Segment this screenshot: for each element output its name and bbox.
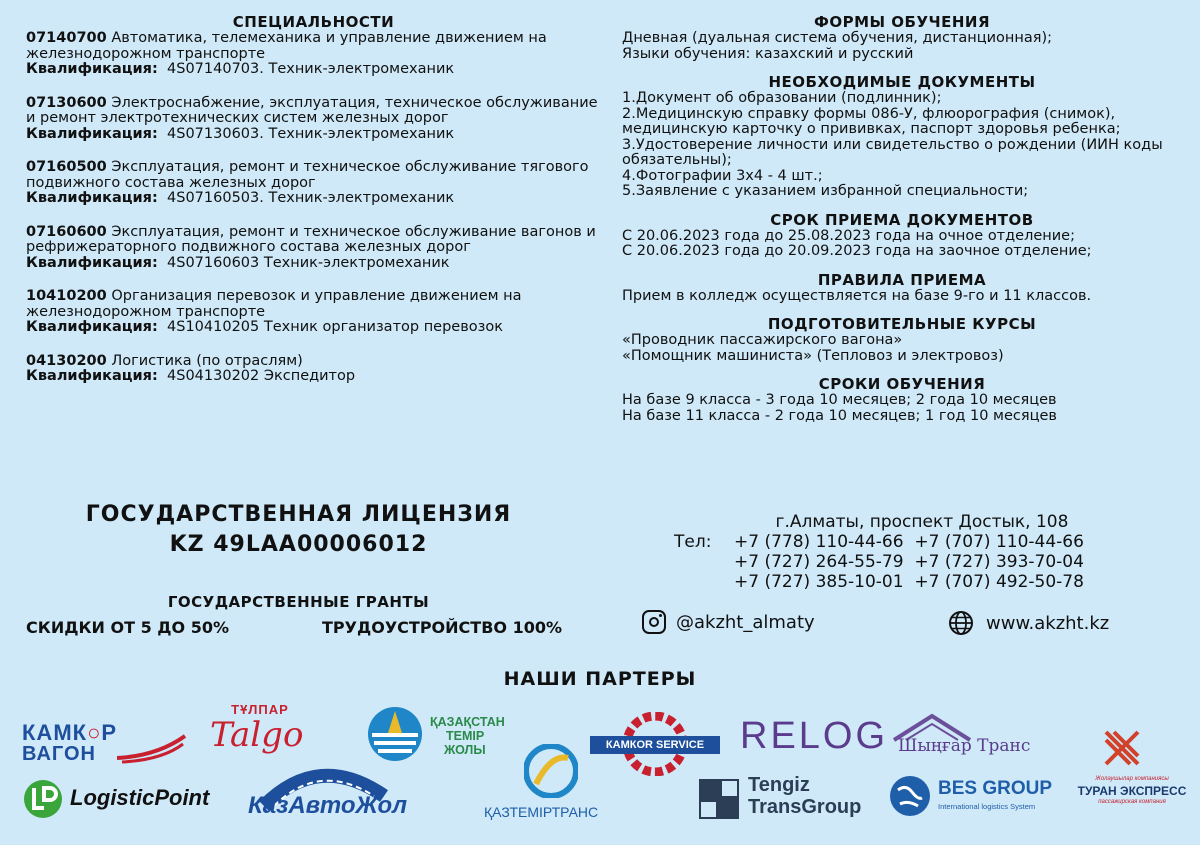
website-link[interactable]: [948, 610, 1109, 636]
specialty-item: [26, 96, 601, 143]
logo-text: ЖОЛЫ: [444, 743, 486, 757]
qualification-label: Квалификация:: [26, 254, 158, 271]
kazavtozhol-logo: [244, 756, 408, 826]
relog-logo: [740, 715, 888, 758]
qualification-label: Квалификация:: [26, 61, 158, 77]
turan-logo: [1072, 728, 1192, 808]
logo-text: Жолаушылар компаниясы: [1095, 776, 1169, 782]
specialties-title: СПЕЦИАЛЬНОСТИ: [232, 13, 395, 31]
qualification-label: Квалификация:: [26, 368, 158, 384]
logo-text: ТЕМІР: [446, 729, 485, 743]
address: г.Алматы, проспект Достык, 108: [775, 512, 1069, 532]
license-title: ГОСУДАРСТВЕННАЯ ЛИЦЕНЗИЯ: [85, 502, 512, 527]
state-grants: ГОСУДАРСТВЕННЫЕ ГРАНТЫ: [167, 593, 430, 611]
courses-line: «Проводник пассажирского вагона»: [622, 332, 903, 348]
specialty-item: [26, 289, 601, 336]
rules-title: ПРАВИЛА ПРИЕМА: [817, 270, 987, 289]
documents-line: 1.Документ об образовании (подлинник);: [622, 90, 942, 106]
qualification-value: 4S07130603. Техник-электромеханик: [167, 125, 455, 142]
qualification-label: Квалификация:: [26, 190, 158, 206]
state-license: [26, 500, 571, 560]
instagram-link[interactable]: [642, 610, 815, 634]
logo-text: КазАвтоЖол: [248, 792, 408, 819]
terms-block: [622, 376, 1182, 424]
specialty-item: [26, 225, 601, 272]
qualification-label: Квалификация:: [26, 319, 158, 335]
specialty-code: 07160600: [26, 223, 107, 240]
bes-group-logo: [888, 774, 1068, 820]
deadline-block: [622, 212, 1182, 260]
phone-number[interactable]: +7 (707) 492-50-78: [914, 572, 1084, 592]
specialty-name: Логистика (по отраслям): [111, 352, 303, 369]
qualification-value: 4S04130202 Экспедитор: [167, 368, 356, 384]
qualification-label: Квалификация:: [26, 125, 158, 142]
specialty-code: 07140700: [26, 30, 107, 46]
phone-number[interactable]: +7 (727) 393-70-04: [914, 552, 1084, 572]
contacts-block: [622, 512, 1182, 592]
phone-number[interactable]: +7 (778) 110-44-66: [734, 532, 904, 552]
logo-text: Tengiz: [748, 774, 810, 796]
tengiz-logo: [698, 774, 878, 824]
kaztemirtrans-logo: [484, 744, 624, 824]
tel-label: Тел:: [674, 532, 712, 552]
instagram-handle: @akzht_almaty: [676, 611, 815, 633]
logo-text: Р: [101, 720, 118, 745]
license-number: KZ 49LAA00006012: [169, 532, 428, 557]
documents-line: 2.Медицинскую справку формы 086-У, флюорография (снимок), медицинскую карточку о прививках, паспорт здоровья ребенка;: [622, 105, 1121, 137]
courses-title: ПОДГОТОВИТЕЛЬНЫЕ КУРСЫ: [767, 315, 1037, 333]
logo-text: Шыңғар Транс: [898, 736, 1031, 756]
instagram-icon: [642, 610, 666, 634]
qualification-value: 4S07160603 Техник-электромеханик: [167, 254, 450, 271]
logo-text: ҚАЗАҚСТАН: [430, 715, 505, 729]
logo-text: ТҰЛПАР: [231, 702, 289, 717]
forms-line: Языки обучения: казахский и русский: [622, 45, 914, 62]
qualification-value: 4S07160503. Техник-электромеханик: [167, 190, 455, 206]
logo-text: ТУРАН ЭКСПРЕСС: [1077, 784, 1187, 798]
documents-line: 5.Заявление с указанием избранной специальности;: [622, 183, 1029, 199]
forms-title: ФОРМЫ ОБУЧЕНИЯ: [813, 13, 991, 31]
documents-block: [622, 74, 1182, 200]
specialty-name: Электроснабжение, эксплуатация, техническое обслуживание и ремонт электротехнических систем железных дорог: [26, 94, 598, 126]
shyngar-logo: [892, 712, 1062, 762]
phone-number[interactable]: +7 (727) 385-10-01: [734, 572, 904, 592]
terms-line: На базе 9 класса - 3 года 10 месяцев; 2 года 10 месяцев: [622, 392, 1057, 408]
specialty-code: 07160500: [26, 159, 107, 175]
specialty-name: Автоматика, телемеханика и управление движением на железнодорожном транспорте: [26, 30, 547, 62]
rules-line: Прием в колледж осуществляется на базе 9-го и 11 классов.: [622, 287, 1092, 304]
terms-title: СРОКИ ОБУЧЕНИЯ: [818, 375, 986, 393]
logo-text: TransGroup: [748, 796, 862, 818]
specialty-code: 04130200: [26, 352, 107, 369]
talgo-logo: [210, 702, 310, 755]
specialties-section: [26, 14, 601, 403]
forms-line: Дневная (дуальная система обучения, дистанционная);: [622, 30, 1053, 46]
documents-title: НЕОБХОДИМЫЕ ДОКУМЕНТЫ: [768, 73, 1036, 91]
logo-text: ҚАЗТЕМІРТРАНС: [484, 804, 599, 820]
deadline-line: С 20.06.2023 года до 20.09.2023 года на заочное отделение;: [622, 243, 1092, 259]
phone-number[interactable]: +7 (727) 264-55-79: [734, 552, 904, 572]
specialty-item: [26, 160, 601, 207]
specialty-code: 07130600: [26, 94, 107, 111]
logo-text: КАМК: [22, 720, 88, 745]
globe-icon: [948, 610, 974, 636]
terms-line: На базе 11 класса - 2 года 10 месяцев; 1 год 10 месяцев: [622, 407, 1057, 424]
website-url: www.akzht.kz: [986, 612, 1110, 634]
specialty-name: Организация перевозок и управление движением на железнодорожном транспорте: [26, 288, 522, 320]
deadline-line: С 20.06.2023 года до 25.08.2023 года на очное отделение;: [622, 227, 1075, 244]
qualification-value: 4S10410205 Техник организатор перевозок: [167, 319, 503, 335]
phone-number[interactable]: +7 (707) 110-44-66: [914, 532, 1084, 552]
forms-block: [622, 14, 1182, 62]
logo-text: RELOG: [740, 715, 889, 757]
info-section: [622, 14, 1182, 436]
logo-text: пассажирская компания: [1098, 799, 1166, 805]
logo-text: BES GROUP: [938, 778, 1053, 799]
specialty-item: [26, 31, 601, 78]
logo-text: КАМКОR SERVICE: [590, 736, 720, 754]
specialty-code: 10410200: [26, 288, 107, 304]
discount-text: СКИДКИ ОТ 5 ДО 50%: [26, 618, 230, 637]
logo-text: LogisticPoint: [70, 785, 210, 810]
partners-title: НАШИ ПАРТЕРЫ: [503, 668, 697, 690]
logistic-point-logo: [22, 778, 222, 822]
employment-text: ТРУДОУСТРОЙСТВО 100%: [322, 618, 562, 637]
logo-text: International logistics System: [938, 802, 1036, 811]
qualification-value: 4S07140703. Техник-электромеханик: [167, 61, 455, 77]
rules-block: [622, 272, 1182, 305]
specialty-item: [26, 354, 601, 385]
specialty-name: Эксплуатация, ремонт и техническое обслуживание вагонов и рефрижераторного подвижного состава железных дорог: [26, 223, 596, 255]
documents-line: 4.Фотографии 3х4 - 4 шт.;: [622, 167, 823, 184]
deadline-title: СРОК ПРИЕМА ДОКУМЕНТОВ: [770, 210, 1034, 229]
documents-line: 3.Удостоверение личности или свидетельство о рождении (ИИН коды обязательны);: [622, 136, 1163, 168]
courses-block: [622, 316, 1182, 364]
logo-text: ВАГОН: [22, 743, 96, 765]
kamkor-vagon-logo: КАМК○Р ВАГОН: [22, 720, 182, 768]
specialty-name: Эксплуатация, ремонт и техническое обслуживание тягового подвижного состава железных дорог: [26, 159, 589, 191]
logo-text: Talgo: [210, 715, 304, 755]
courses-line: «Помощник машиниста» (Тепловоз и электровоз): [622, 347, 1004, 364]
